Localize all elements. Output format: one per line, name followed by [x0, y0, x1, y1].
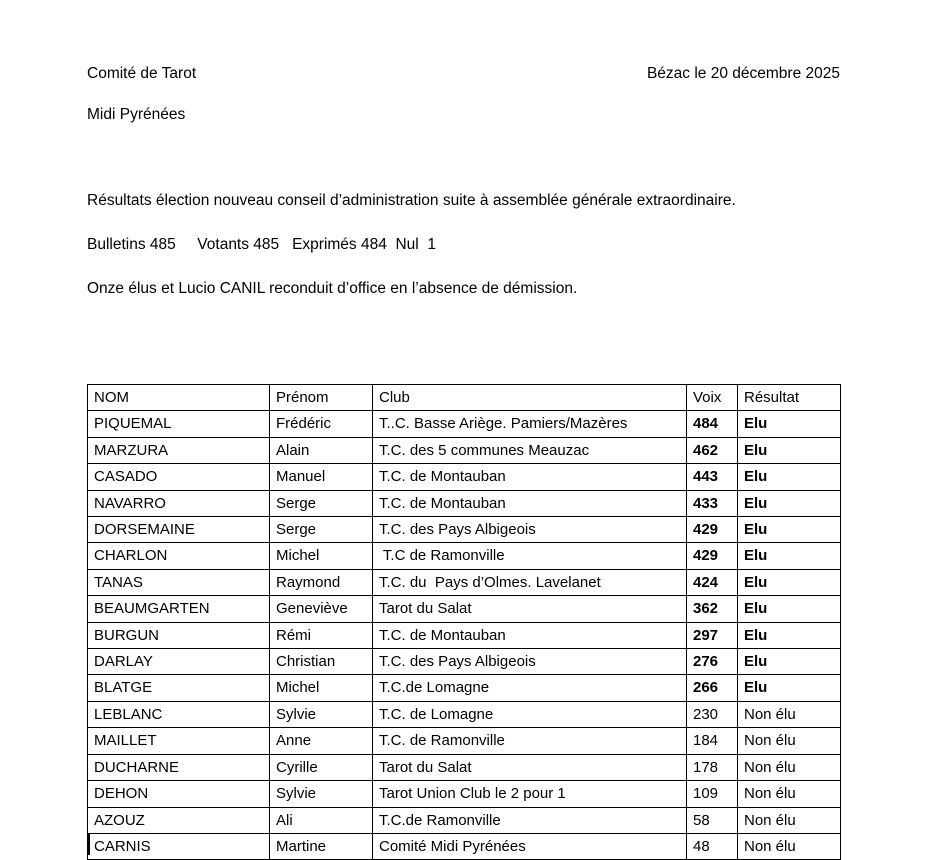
- cell-prenom: Ali: [270, 807, 373, 833]
- table-header: [88, 385, 841, 411]
- cell-resultat: Elu: [738, 490, 841, 516]
- table-row: [88, 490, 841, 516]
- cell-club: Tarot du Salat: [373, 596, 687, 622]
- cell-resultat: Elu: [738, 649, 841, 675]
- cell-club: T.C. de Montauban: [373, 464, 687, 490]
- cell-prenom: Sylvie: [270, 781, 373, 807]
- cell-nom: LEBLANC: [88, 701, 270, 727]
- table-row: [88, 464, 841, 490]
- cell-club: T.C.de Ramonville: [373, 807, 687, 833]
- cell-club: Comité Midi Pyrénées: [373, 833, 687, 859]
- cell-club: T.C. de Lomagne: [373, 701, 687, 727]
- cell-club: T.C. des 5 communes Meauzac: [373, 437, 687, 463]
- cell-nom: BURGUN: [88, 622, 270, 648]
- table-row: [88, 701, 841, 727]
- cell-voix: 230: [687, 701, 738, 727]
- cell-voix: 433: [687, 490, 738, 516]
- cell-voix: 297: [687, 622, 738, 648]
- letterhead-top-row: [87, 63, 840, 85]
- elected-note-paragraph: Onze élus et Lucio CANIL reconduit d’office en l’absence de démission.: [87, 280, 578, 297]
- column-header-voix: Voix: [687, 385, 738, 411]
- cell-prenom: Anne: [270, 728, 373, 754]
- cell-resultat: Non élu: [738, 701, 841, 727]
- organization-name: Comité de Tarot: [87, 65, 197, 82]
- table-row: [88, 569, 841, 595]
- document-body: [87, 185, 787, 304]
- table-row: [88, 728, 841, 754]
- cell-resultat: Non élu: [738, 754, 841, 780]
- cell-resultat: Elu: [738, 464, 841, 490]
- cell-voix: 109: [687, 781, 738, 807]
- cell-resultat: Elu: [738, 437, 841, 463]
- cell-nom: CARNIS: [88, 833, 270, 859]
- table-row: [88, 807, 841, 833]
- cell-club: T.C. du Pays d’Olmes. Lavelanet: [373, 569, 687, 595]
- cell-voix: 178: [687, 754, 738, 780]
- table-body: [88, 411, 841, 860]
- cell-voix: 58: [687, 807, 738, 833]
- table-row: [88, 437, 841, 463]
- table-row: [88, 622, 841, 648]
- cell-resultat: Elu: [738, 596, 841, 622]
- letterhead: [87, 63, 840, 126]
- column-header-prenom: Prénom: [270, 385, 373, 411]
- cell-nom: TANAS: [88, 569, 270, 595]
- cell-club: T.C. de Montauban: [373, 490, 687, 516]
- cell-voix: 429: [687, 543, 738, 569]
- table-row: [88, 675, 841, 701]
- cell-resultat: Non élu: [738, 781, 841, 807]
- table-row: [88, 543, 841, 569]
- table-row: [88, 596, 841, 622]
- cell-club: Tarot Union Club le 2 pour 1: [373, 781, 687, 807]
- cell-voix: 266: [687, 675, 738, 701]
- cell-nom: DARLAY: [88, 649, 270, 675]
- column-header-resultat: Résultat: [738, 385, 841, 411]
- text-cursor-caret: [88, 833, 90, 855]
- cell-resultat: Elu: [738, 411, 841, 437]
- table-row: [88, 517, 841, 543]
- cell-prenom: Michel: [270, 543, 373, 569]
- cell-resultat: Elu: [738, 622, 841, 648]
- cell-nom: PIQUEMAL: [88, 411, 270, 437]
- cell-prenom: Serge: [270, 517, 373, 543]
- cell-prenom: Alain: [270, 437, 373, 463]
- cell-prenom: Christian: [270, 649, 373, 675]
- cell-prenom: Geneviève: [270, 596, 373, 622]
- table-header-row: [88, 385, 841, 411]
- organization-region: Midi Pyrénées: [87, 106, 186, 123]
- cell-prenom: Manuel: [270, 464, 373, 490]
- cell-nom: BLATGE: [88, 675, 270, 701]
- cell-nom: MARZURA: [88, 437, 270, 463]
- cell-nom: NAVARRO: [88, 490, 270, 516]
- cell-voix: 429: [687, 517, 738, 543]
- cell-voix: 443: [687, 464, 738, 490]
- cell-prenom: Rémi: [270, 622, 373, 648]
- cell-resultat: Elu: [738, 675, 841, 701]
- cell-voix: 276: [687, 649, 738, 675]
- cell-resultat: Non élu: [738, 833, 841, 859]
- cell-resultat: Elu: [738, 543, 841, 569]
- cell-prenom: Raymond: [270, 569, 373, 595]
- place-and-date: Bézac le 20 décembre 2025: [646, 65, 840, 82]
- cell-club: T.C.de Lomagne: [373, 675, 687, 701]
- table-row: [88, 411, 841, 437]
- column-header-nom: NOM: [88, 385, 270, 411]
- table-row: [88, 754, 841, 780]
- table-row: [88, 781, 841, 807]
- cell-voix: 184: [687, 728, 738, 754]
- cell-nom: BEAUMGARTEN: [88, 596, 270, 622]
- cell-voix: 462: [687, 437, 738, 463]
- cell-club: Tarot du Salat: [373, 754, 687, 780]
- cell-club: T..C. Basse Ariège. Pamiers/Mazères: [373, 411, 687, 437]
- cell-nom: DUCHARNE: [88, 754, 270, 780]
- cell-prenom: Serge: [270, 490, 373, 516]
- cell-nom: CHARLON: [88, 543, 270, 569]
- cell-resultat: Non élu: [738, 807, 841, 833]
- column-header-club: Club: [373, 385, 687, 411]
- cell-resultat: Non élu: [738, 728, 841, 754]
- election-results-table: [87, 384, 841, 860]
- cell-nom: AZOUZ: [88, 807, 270, 833]
- cell-resultat: Elu: [738, 517, 841, 543]
- cell-nom: CASADO: [88, 464, 270, 490]
- cell-club: T.C. de Montauban: [373, 622, 687, 648]
- cell-nom: MAILLET: [88, 728, 270, 754]
- cell-club: T.C de Ramonville: [373, 543, 687, 569]
- cell-voix: 362: [687, 596, 738, 622]
- cell-resultat: Elu: [738, 569, 841, 595]
- cell-prenom: Frédéric: [270, 411, 373, 437]
- table-row: [88, 833, 841, 859]
- cell-nom: DORSEMAINE: [88, 517, 270, 543]
- intro-paragraph: Résultats élection nouveau conseil d’administration suite à assemblée générale extraordinaire.: [87, 192, 736, 209]
- cell-club: T.C. des Pays Albigeois: [373, 649, 687, 675]
- cell-voix: 424: [687, 569, 738, 595]
- cell-prenom: Martine: [270, 833, 373, 859]
- cell-club: T.C. des Pays Albigeois: [373, 517, 687, 543]
- table-row: [88, 649, 841, 675]
- ballot-counts-line: Bulletins 485 Votants 485 Exprimés 484 Nul 1: [87, 236, 436, 253]
- cell-prenom: Michel: [270, 675, 373, 701]
- cell-prenom: Cyrille: [270, 754, 373, 780]
- cell-club: T.C. de Ramonville: [373, 728, 687, 754]
- cell-prenom: Sylvie: [270, 701, 373, 727]
- cell-nom: DEHON: [88, 781, 270, 807]
- cell-voix: 48: [687, 833, 738, 859]
- cell-voix: 484: [687, 411, 738, 437]
